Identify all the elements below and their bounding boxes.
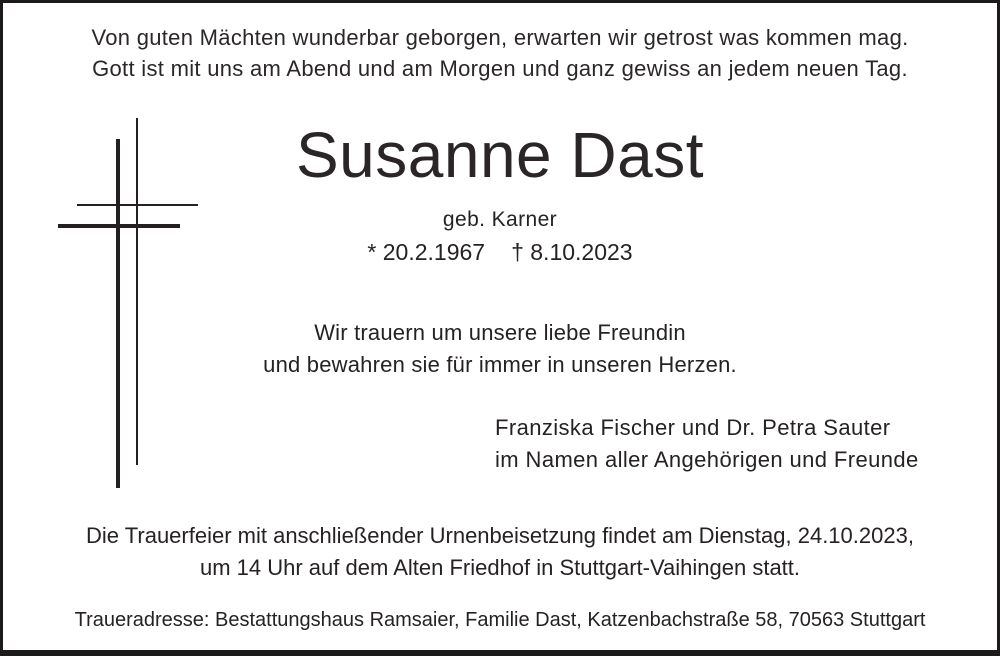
- deceased-name: Susanne Dast: [295, 119, 705, 191]
- opening-verse: [0, 22, 1000, 84]
- mourners-names: Franziska Fischer und Dr. Petra Sauter: [495, 415, 891, 440]
- mourning-line-2: und bewahren sie für immer in unseren Herzen.: [263, 352, 737, 377]
- mourners-on-behalf: im Namen aller Angehörigen und Freunde: [495, 447, 919, 472]
- maiden-name: geb. Karner: [442, 208, 558, 231]
- life-dates: [0, 237, 1000, 267]
- mourners-attribution: [495, 412, 919, 476]
- mourning-line-1: Wir trauern um unsere liebe Freundin: [314, 320, 686, 345]
- service-line-1: Die Trauerfeier mit anschließender Urnenbeisetzung findet am Dienstag, 24.10.2023,: [86, 523, 914, 548]
- opening-verse-line-1: Von guten Mächten wunderbar geborgen, erwarten wir getrost was kommen mag.: [91, 25, 909, 50]
- death-date: † 8.10.2023: [511, 239, 633, 265]
- mourning-address: Traueradresse: Bestattungshaus Ramsaier, Familie Dast, Katzenbachstraße 58, 70563 Stuttgart: [74, 609, 926, 631]
- service-announcement: [0, 520, 1000, 584]
- birth-date: * 20.2.1967: [367, 239, 486, 265]
- service-line-2: um 14 Uhr auf dem Alten Friedhof in Stuttgart-Vaihingen statt.: [199, 555, 801, 580]
- opening-verse-line-2: Gott ist mit uns am Abend und am Morgen und ganz gewiss an jedem neuen Tag.: [92, 56, 908, 81]
- mourning-text: [0, 317, 1000, 381]
